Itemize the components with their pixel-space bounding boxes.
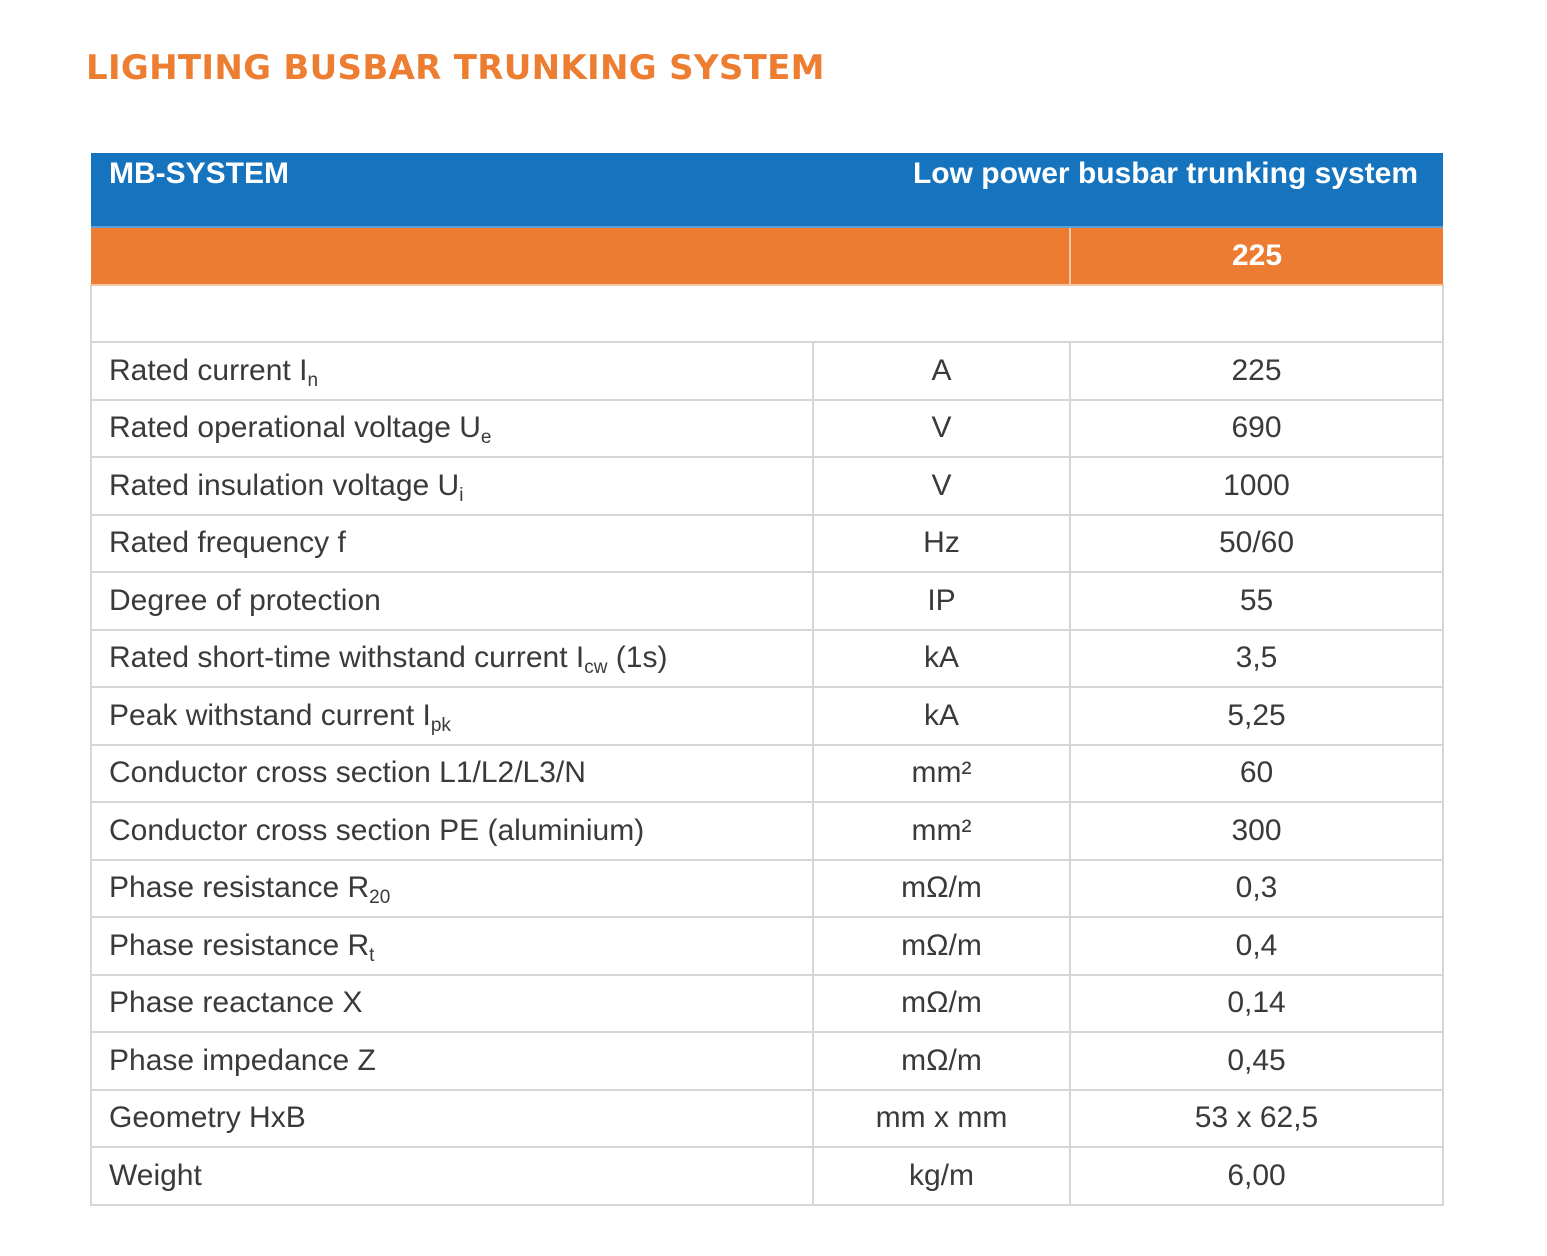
- param-cell: [91, 1090, 813, 1148]
- table-row: [91, 1032, 1443, 1090]
- param-cell: [91, 860, 813, 918]
- unit-cell: kA: [813, 687, 1070, 745]
- table-row: [91, 687, 1443, 745]
- system-description: Low power busbar trunking system: [813, 153, 1443, 227]
- value-cell: 690: [1070, 400, 1443, 458]
- unit-cell: kA: [813, 630, 1070, 688]
- unit-cell: mm²: [813, 802, 1070, 860]
- unit-cell: V: [813, 457, 1070, 515]
- table-row: [91, 630, 1443, 688]
- unit-cell: mm x mm: [813, 1090, 1070, 1148]
- param-cell: [91, 457, 813, 515]
- table-row: [91, 860, 1443, 918]
- param-cell: [91, 1032, 813, 1090]
- param-label: Weight: [109, 1158, 202, 1192]
- param-subscript: t: [369, 944, 375, 966]
- unit-cell: mΩ/m: [813, 860, 1070, 918]
- param-label: Rated frequency f: [109, 526, 346, 560]
- param-label: Rated current I: [109, 353, 308, 387]
- unit-cell: kg/m: [813, 1147, 1070, 1205]
- table-row: [91, 745, 1443, 803]
- param-label: Rated insulation voltage U: [109, 468, 460, 502]
- rating-spacer: [91, 227, 1070, 285]
- value-cell: 5,25: [1070, 687, 1443, 745]
- table-header-row: [91, 153, 1443, 227]
- unit-cell: mΩ/m: [813, 917, 1070, 975]
- value-cell: 50/60: [1070, 515, 1443, 573]
- param-cell: [91, 400, 813, 458]
- unit-cell: V: [813, 400, 1070, 458]
- value-cell: 3,5: [1070, 630, 1443, 688]
- value-cell: 0,14: [1070, 975, 1443, 1033]
- table-row: [91, 400, 1443, 458]
- param-subscript: pk: [430, 714, 451, 736]
- param-cell: [91, 630, 813, 688]
- value-cell: 225: [1070, 342, 1443, 400]
- value-cell: 60: [1070, 745, 1443, 803]
- blank-cell: [91, 285, 1443, 342]
- value-cell: 0,45: [1070, 1032, 1443, 1090]
- table-row: [91, 457, 1443, 515]
- param-label: Rated operational voltage U: [109, 411, 481, 445]
- param-label: Phase reactance X: [109, 986, 363, 1020]
- unit-cell: A: [813, 342, 1070, 400]
- table-row: [91, 975, 1443, 1033]
- param-label: Conductor cross section L1/L2/L3/N: [109, 756, 586, 790]
- value-cell: 53 x 62,5: [1070, 1090, 1443, 1148]
- param-cell: [91, 1147, 813, 1205]
- value-cell: 6,00: [1070, 1147, 1443, 1205]
- value-cell: 1000: [1070, 457, 1443, 515]
- param-cell: [91, 687, 813, 745]
- param-cell: [91, 342, 813, 400]
- rating-value: 225: [1070, 227, 1443, 285]
- param-subscript: i: [459, 484, 464, 506]
- unit-cell: IP: [813, 572, 1070, 630]
- table-row: [91, 802, 1443, 860]
- value-cell: 55: [1070, 572, 1443, 630]
- param-cell: [91, 975, 813, 1033]
- param-cell: [91, 745, 813, 803]
- table-row: [91, 917, 1443, 975]
- page-title: LIGHTING BUSBAR TRUNKING SYSTEM: [86, 48, 825, 88]
- param-label: Geometry HxB: [109, 1101, 306, 1135]
- table-row: [91, 342, 1443, 400]
- rating-row: [91, 227, 1443, 285]
- table-row: [91, 1147, 1443, 1205]
- unit-cell: mm²: [813, 745, 1070, 803]
- param-cell: [91, 572, 813, 630]
- unit-cell: mΩ/m: [813, 975, 1070, 1033]
- table-row: [91, 1090, 1443, 1148]
- spec-table: [90, 153, 1444, 1206]
- param-label: Conductor cross section PE (aluminium): [109, 813, 645, 847]
- unit-cell: mΩ/m: [813, 1032, 1070, 1090]
- param-label: Phase resistance R: [109, 928, 370, 962]
- unit-cell: Hz: [813, 515, 1070, 573]
- param-label: Phase impedance Z: [109, 1043, 376, 1077]
- param-suffix: (1s): [607, 641, 668, 675]
- value-cell: 0,4: [1070, 917, 1443, 975]
- param-subscript: cw: [584, 657, 608, 679]
- value-cell: 300: [1070, 802, 1443, 860]
- param-cell: [91, 802, 813, 860]
- param-subscript: n: [307, 369, 319, 391]
- value-cell: 0,3: [1070, 860, 1443, 918]
- param-label: Rated short-time withstand current I: [109, 641, 585, 675]
- system-name: MB-SYSTEM: [91, 153, 813, 227]
- param-label: Phase resistance R: [109, 871, 370, 905]
- param-subscript: e: [480, 427, 492, 449]
- table-row: [91, 572, 1443, 630]
- blank-row: [91, 285, 1443, 342]
- param-label: Peak withstand current I: [109, 698, 431, 732]
- param-cell: [91, 515, 813, 573]
- param-label: Degree of protection: [109, 583, 381, 617]
- param-subscript: 20: [369, 887, 391, 909]
- param-cell: [91, 917, 813, 975]
- table-row: [91, 515, 1443, 573]
